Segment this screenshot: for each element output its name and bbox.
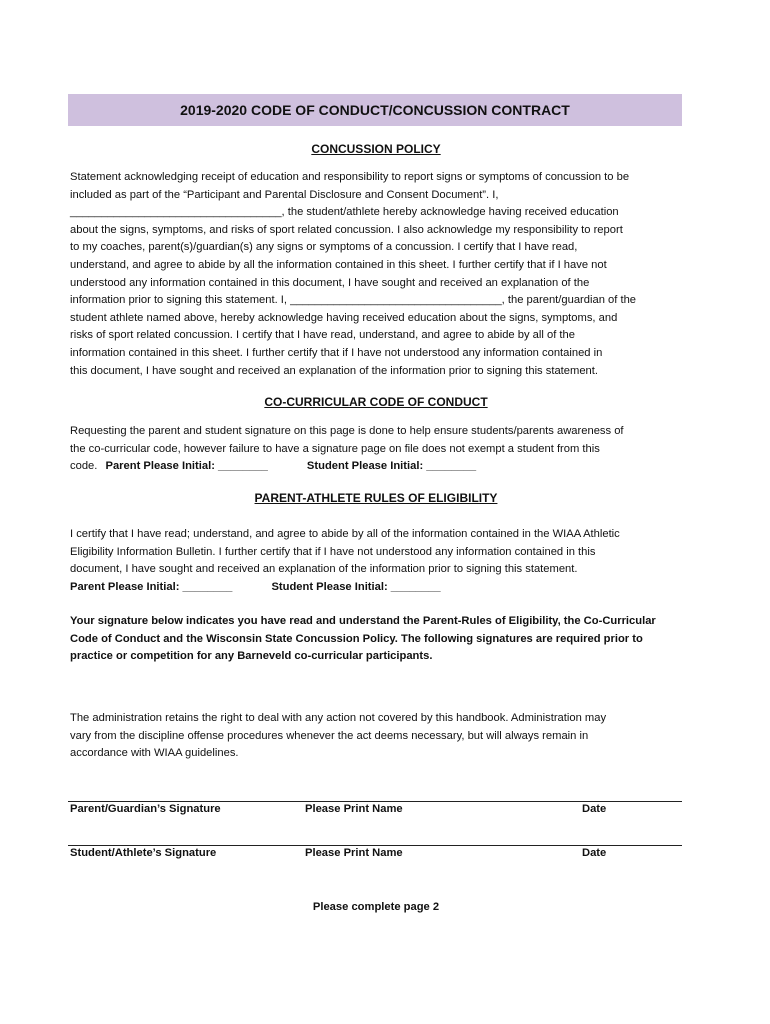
text-line: [70, 579, 684, 597]
text-line: __________________________________, the student/athlete hereby acknowledge having received education: [70, 206, 619, 219]
text-line: Statement acknowledging receipt of education and responsibility to report signs or symptoms of concussion to be: [70, 171, 630, 183]
text-line: practice or competition for any Barneveld co-curricular participants.: [70, 650, 433, 663]
text-line: risks of sport related concussion. I certify that I have read, understand, and agree to abide by all of the: [70, 329, 575, 342]
parent-initial-field[interactable]: Parent Please Initial: ________: [105, 460, 268, 473]
text-line: information contained in this sheet. I further certify that if I have not understood any information contained in: [70, 346, 603, 359]
text-line: information prior to signing this statement. I, __________________________________, the parent/guardian of the: [70, 294, 637, 307]
cocurricular-heading: CO-CURRICULAR CODE OF CONDUCT: [264, 395, 488, 409]
administration-text: [70, 710, 684, 763]
eligibility-text: [70, 526, 684, 596]
text-line: about the signs, symptoms, and risks of sport related concussion. I also acknowledge my responsibility to report: [70, 223, 623, 236]
parent-signature-label: Parent/Guardian’s Signature: [70, 803, 221, 815]
text-line: understand, and agree to abide by all the information contained in this sheet. I further certify that if I have not: [70, 258, 607, 271]
text-line-start: code.: [70, 460, 98, 473]
signature-notice: [70, 613, 684, 666]
parent-print-name-label: Please Print Name: [305, 803, 403, 815]
text-line: The administration retains the right to deal with any action not covered by this handbook. Administration may: [70, 712, 607, 724]
text-line: vary from the discipline offense procedures whenever the act deems necessary, but will always remain in: [70, 729, 589, 742]
student-date-label: Date: [582, 847, 607, 859]
student-initial-field[interactable]: Student Please Initial: ________: [271, 580, 441, 593]
text-line: Eligibility Information Bulletin. I further certify that if I have not understood any information contained in this: [70, 545, 596, 558]
page-footer: Please complete page 2: [312, 901, 440, 913]
student-signature-label: Student/Athlete’s Signature: [70, 847, 217, 859]
eligibility-heading: PARENT-ATHLETE RULES OF ELIGIBILITY: [254, 491, 498, 505]
text-line: accordance with WIAA guidelines.: [70, 747, 239, 760]
text-line: included as part of the “Participant and Parental Disclosure and Consent Document”. I,: [70, 188, 499, 201]
text-line: Requesting the parent and student signature on this page is done to help ensure students/parents awareness of: [70, 425, 624, 437]
student-initial-field[interactable]: Student Please Initial: ________: [306, 460, 477, 473]
parent-date-label: Date: [582, 803, 607, 815]
text-line: [70, 458, 684, 476]
text-line: the co-curricular code, however failure to have a signature page on file does not exempt a student from this: [70, 442, 600, 455]
text-line: student athlete named above, hereby acknowledge having received education about the signs, symptoms, and: [70, 311, 618, 324]
student-signature-line[interactable]: [68, 845, 682, 846]
text-line: to my coaches, parent(s)/guardian(s) any signs or symptoms of a concussion. I certify that I have read,: [70, 241, 578, 254]
text-line: Code of Conduct and the Wisconsin State Concussion Policy. The following signatures are required prior to: [70, 632, 643, 645]
parent-signature-line[interactable]: [68, 801, 682, 802]
student-print-name-label: Please Print Name: [305, 847, 403, 859]
cocurricular-text: [70, 423, 684, 476]
document-title: 2019-2020 CODE OF CONDUCT/CONCUSSION CONTRACT: [68, 94, 682, 126]
text-line: this document, I have sought and received an explanation of the information prior to signing this statement.: [70, 364, 598, 377]
text-line: I certify that I have read; understand, and agree to abide by all of the information contained in the WIAA Athletic: [70, 528, 620, 540]
text-line: Your signature below indicates you have read and understand the Parent-Rules of Eligibility, the Co-Curricular: [70, 615, 656, 627]
text-line: understood any information contained in this document, I have sought and received an explanation of the: [70, 276, 590, 289]
concussion-policy-text: [70, 169, 684, 380]
text-line: document, I have sought and received an explanation of the information prior to signing this statement.: [70, 563, 578, 576]
concussion-policy-heading: CONCUSSION POLICY: [311, 142, 441, 156]
parent-initial-field[interactable]: Parent Please Initial: ________: [70, 580, 233, 593]
